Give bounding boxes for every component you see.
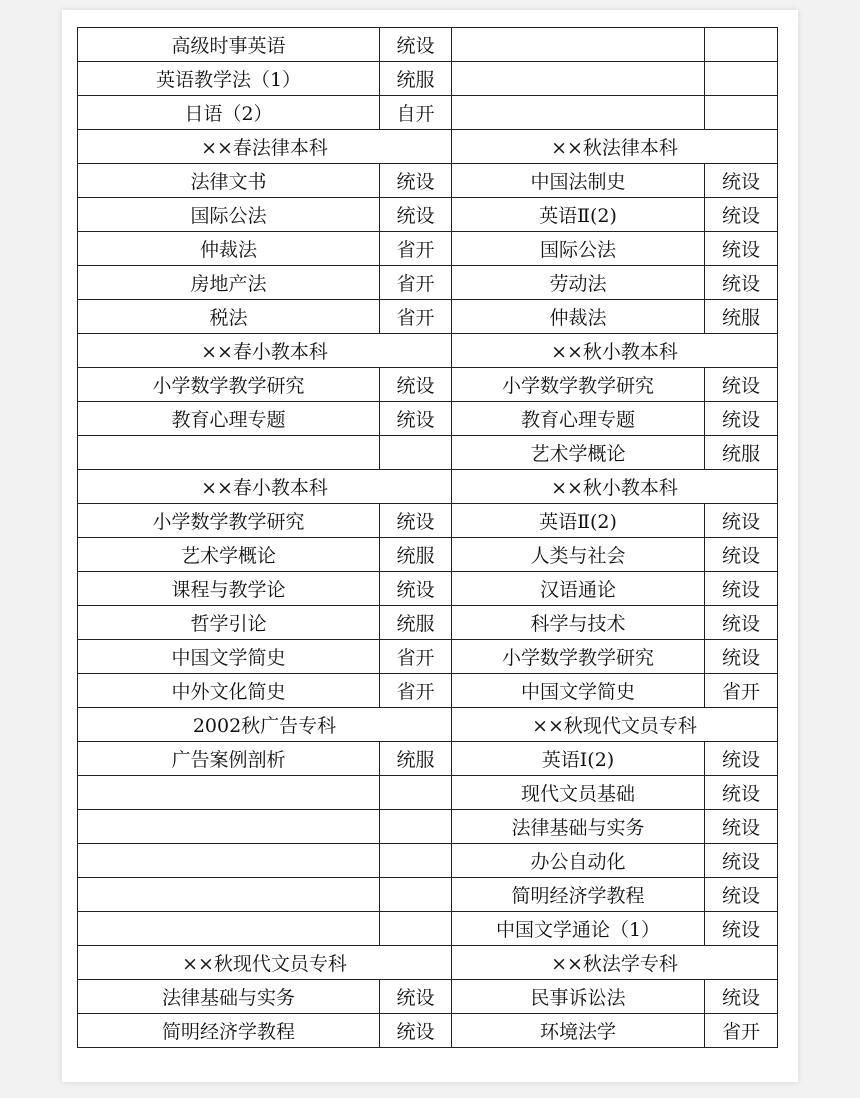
course-name-left: 中国文学简史: [78, 640, 380, 674]
table-row: [78, 402, 778, 436]
course-type-right: 统设: [705, 504, 778, 538]
course-name-right: 办公自动化: [452, 844, 705, 878]
course-type-left: [380, 810, 452, 844]
course-type-right: 统设: [705, 844, 778, 878]
course-name-left: 课程与教学论: [78, 572, 380, 606]
course-type-left: 省开: [380, 674, 452, 708]
document-page: [62, 10, 798, 1082]
table-row: [78, 844, 778, 878]
section-header-right: ××秋法律本科: [452, 130, 778, 164]
section-header-right: ××秋法学专科: [452, 946, 778, 980]
table-row: [78, 164, 778, 198]
course-name-left: 英语教学法（1）: [78, 62, 380, 96]
table-row: [78, 674, 778, 708]
course-name-right: [452, 62, 705, 96]
course-name-left: 日语（2）: [78, 96, 380, 130]
section-header-right: ××秋小教本科: [452, 334, 778, 368]
course-type-right: 统设: [705, 742, 778, 776]
section-header-left: 2002秋广告专科: [78, 708, 452, 742]
course-type-right: [705, 28, 778, 62]
section-header-row: [78, 334, 778, 368]
course-name-left: 仲裁法: [78, 232, 380, 266]
course-name-left: 小学数学教学研究: [78, 368, 380, 402]
course-type-right: 统设: [705, 198, 778, 232]
section-header-left: ××春法律本科: [78, 130, 452, 164]
course-type-right: [705, 62, 778, 96]
table-row: [78, 912, 778, 946]
section-header-right: ××秋小教本科: [452, 470, 778, 504]
section-header-left: ××春小教本科: [78, 470, 452, 504]
course-name-left: 哲学引论: [78, 606, 380, 640]
section-header-row: [78, 946, 778, 980]
course-type-right: 统设: [705, 776, 778, 810]
course-type-right: 统设: [705, 164, 778, 198]
table-row: [78, 232, 778, 266]
course-type-left: 统服: [380, 606, 452, 640]
course-name-left: 小学数学教学研究: [78, 504, 380, 538]
course-name-right: 现代文员基础: [452, 776, 705, 810]
course-name-right: [452, 96, 705, 130]
table-row: [78, 436, 778, 470]
course-name-left: 房地产法: [78, 266, 380, 300]
course-name-right: [452, 28, 705, 62]
course-name-left: [78, 878, 380, 912]
table-row: [78, 266, 778, 300]
course-type-left: 统设: [380, 368, 452, 402]
course-type-left: [380, 436, 452, 470]
course-name-left: 国际公法: [78, 198, 380, 232]
course-type-left: 统设: [380, 504, 452, 538]
course-name-right: 教育心理专题: [452, 402, 705, 436]
course-name-left: 教育心理专题: [78, 402, 380, 436]
course-type-right: 统设: [705, 640, 778, 674]
table-row: [78, 572, 778, 606]
course-name-right: 国际公法: [452, 232, 705, 266]
course-type-left: 统设: [380, 980, 452, 1014]
course-type-right: 统设: [705, 232, 778, 266]
course-type-right: 统服: [705, 436, 778, 470]
course-type-right: 统设: [705, 538, 778, 572]
course-name-right: 汉语通论: [452, 572, 705, 606]
course-type-left: 统设: [380, 402, 452, 436]
section-header-row: [78, 130, 778, 164]
course-name-right: 中国法制史: [452, 164, 705, 198]
table-row: [78, 742, 778, 776]
course-type-left: [380, 776, 452, 810]
course-type-left: 省开: [380, 266, 452, 300]
course-type-right: 统设: [705, 368, 778, 402]
course-type-left: 统服: [380, 742, 452, 776]
course-name-right: 民事诉讼法: [452, 980, 705, 1014]
course-name-left: [78, 912, 380, 946]
table-row: [78, 1014, 778, 1048]
section-header-left: ××春小教本科: [78, 334, 452, 368]
course-type-right: 统设: [705, 606, 778, 640]
course-type-right: 统设: [705, 266, 778, 300]
course-name-left: 中外文化简史: [78, 674, 380, 708]
course-type-left: 统设: [380, 572, 452, 606]
table-row: [78, 28, 778, 62]
course-name-left: [78, 776, 380, 810]
section-header-left: ××秋现代文员专科: [78, 946, 452, 980]
course-type-left: 省开: [380, 232, 452, 266]
course-type-right: 统设: [705, 912, 778, 946]
course-name-right: 中国文学简史: [452, 674, 705, 708]
course-name-left: [78, 436, 380, 470]
table-row: [78, 810, 778, 844]
section-header-row: [78, 708, 778, 742]
course-name-right: 英语Ⅰ(2): [452, 742, 705, 776]
section-header-right: ××秋现代文员专科: [452, 708, 778, 742]
table-row: [78, 980, 778, 1014]
course-type-left: [380, 878, 452, 912]
course-name-left: 法律文书: [78, 164, 380, 198]
table-row: [78, 300, 778, 334]
course-type-left: [380, 912, 452, 946]
course-name-right: 人类与社会: [452, 538, 705, 572]
course-type-left: [380, 844, 452, 878]
course-type-right: 统设: [705, 810, 778, 844]
table-row: [78, 606, 778, 640]
course-name-right: 英语Ⅱ(2): [452, 198, 705, 232]
course-type-left: 统设: [380, 1014, 452, 1048]
course-name-right: 小学数学教学研究: [452, 640, 705, 674]
table-row: [78, 96, 778, 130]
course-name-right: 小学数学教学研究: [452, 368, 705, 402]
course-name-left: 税法: [78, 300, 380, 334]
course-type-left: 省开: [380, 300, 452, 334]
course-type-right: 统设: [705, 980, 778, 1014]
course-name-left: [78, 810, 380, 844]
course-table-body: [78, 28, 778, 1048]
course-type-right: 省开: [705, 1014, 778, 1048]
table-row: [78, 878, 778, 912]
table-row: [78, 538, 778, 572]
course-name-left: 法律基础与实务: [78, 980, 380, 1014]
course-type-right: 统设: [705, 572, 778, 606]
course-type-left: 统服: [380, 538, 452, 572]
course-name-right: 艺术学概论: [452, 436, 705, 470]
course-type-left: 省开: [380, 640, 452, 674]
course-name-right: 劳动法: [452, 266, 705, 300]
course-name-right: 环境法学: [452, 1014, 705, 1048]
course-type-right: 统服: [705, 300, 778, 334]
course-table: [77, 27, 778, 1048]
course-name-right: 法律基础与实务: [452, 810, 705, 844]
course-name-right: 英语Ⅱ(2): [452, 504, 705, 538]
course-name-left: 广告案例剖析: [78, 742, 380, 776]
course-type-right: 省开: [705, 674, 778, 708]
section-header-row: [78, 470, 778, 504]
table-row: [78, 368, 778, 402]
course-name-left: [78, 844, 380, 878]
course-name-right: 科学与技术: [452, 606, 705, 640]
course-type-right: 统设: [705, 878, 778, 912]
course-name-right: 仲裁法: [452, 300, 705, 334]
course-type-left: 统设: [380, 28, 452, 62]
course-type-left: 统设: [380, 198, 452, 232]
course-type-right: [705, 96, 778, 130]
table-row: [78, 198, 778, 232]
course-type-left: 统服: [380, 62, 452, 96]
table-row: [78, 62, 778, 96]
course-type-right: 统设: [705, 402, 778, 436]
table-row: [78, 640, 778, 674]
course-type-left: 自开: [380, 96, 452, 130]
course-name-right: 中国文学通论（1）: [452, 912, 705, 946]
course-name-right: 简明经济学教程: [452, 878, 705, 912]
table-row: [78, 504, 778, 538]
course-name-left: 高级时事英语: [78, 28, 380, 62]
course-type-left: 统设: [380, 164, 452, 198]
course-name-left: 艺术学概论: [78, 538, 380, 572]
table-row: [78, 776, 778, 810]
course-name-left: 简明经济学教程: [78, 1014, 380, 1048]
